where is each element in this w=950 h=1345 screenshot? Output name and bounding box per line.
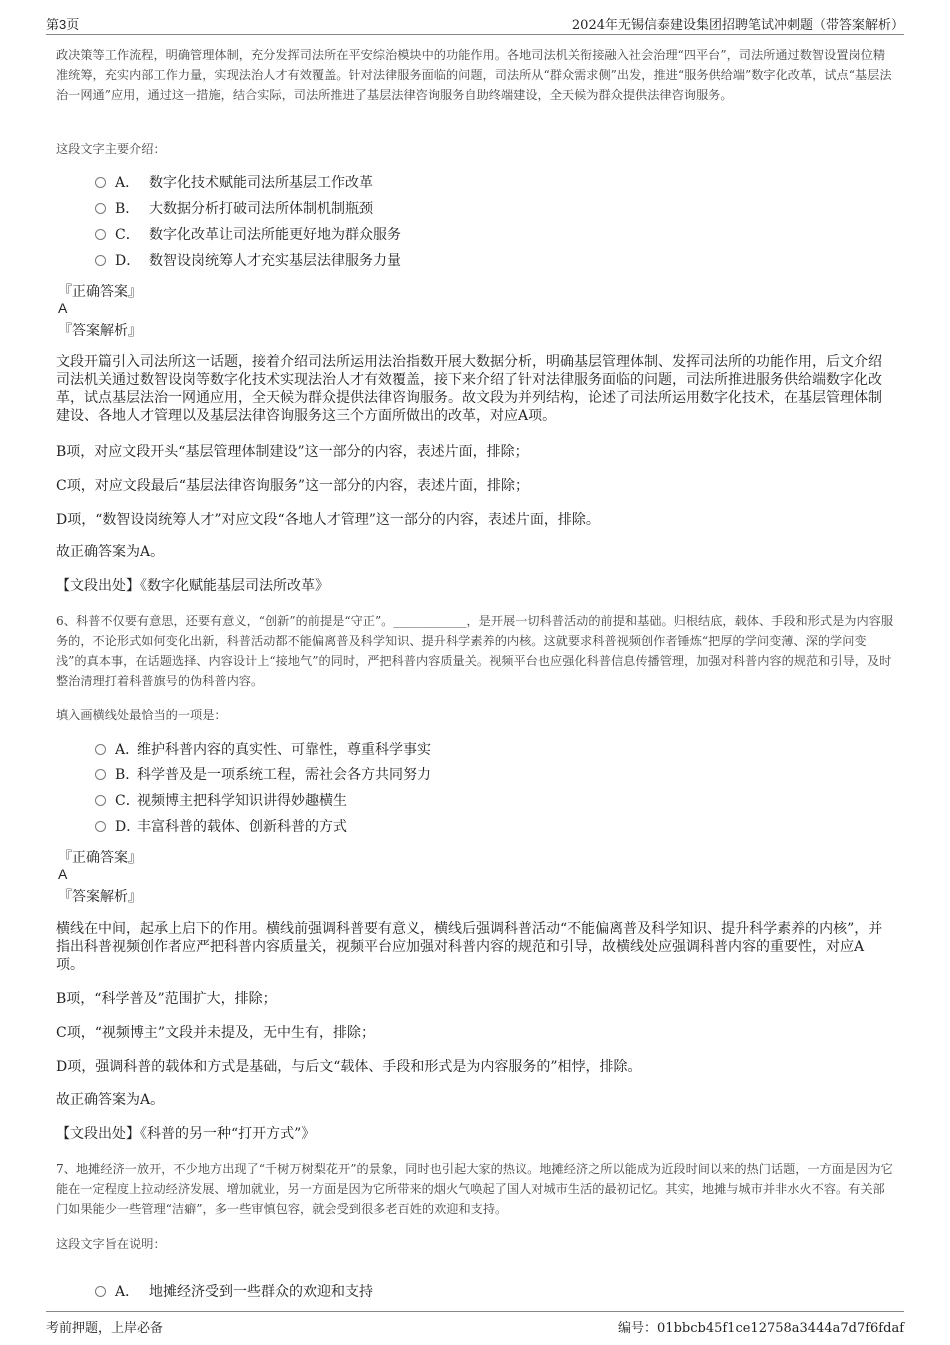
radio-icon[interactable] [95, 203, 106, 214]
q6-stem: 填入画横线处最恰当的一项是： [56, 708, 227, 722]
q6-option-a[interactable]: A．维护科普内容的真实性、可靠性，尊重科学事实 [95, 740, 431, 760]
q6-passage: 6、科普不仅要有意思，还要有意义，“创新”的前提是“守正”。____________，是开展一切科普活动的前提和基础。归根结底，载体、手段和形式是为内容服务的，不论形式如何变化出新，科普活动都不能偏离普及科学知识、提升科学素养的内核。这就要求科普视频创作者锤炼“把厚的学问变薄、深的学问变浅”的真本事，在话题选择、内容设计上“接地气”的同时，严把科普内容质量关。视频平台也应强化科普信息传播管理，加强对科普内容的规范和引导，及时整治清理打着科普旗号的伪科普内容。 [56, 614, 894, 688]
q6-correct-answer: A [58, 866, 68, 882]
q6-source: 【文段出处】《科普的另一种“打开方式”》 [56, 1126, 316, 1142]
page-header [46, 10, 904, 35]
q5-analysis-c: C项，对应文段最后“基层法律咨询服务”这一部分的内容，表述片面，排除； [56, 478, 530, 494]
q6-correct-label: 『正确答案』 [58, 850, 142, 866]
q5-analysis-label: 『答案解析』 [58, 323, 142, 339]
page-number: 第3页 [46, 17, 80, 32]
q5-source: 【文段出处】《数字化赋能基层司法所改革》 [56, 578, 329, 594]
q5-analysis-b: B项，对应文段开头“基层管理体制建设”这一部分的内容，表述片面，排除； [56, 444, 529, 460]
radio-icon[interactable] [95, 795, 106, 806]
q7-passage: 7、地摊经济一放开，不少地方出现了“千树万树梨花开”的景象，同时也引起大家的热议。地摊经济之所以能成为近段时间以来的热门话题，一方面是因为它能在一定程度上拉动经济发展、增加就业，另一方面是因为它所带来的烟火气唤起了国人对城市生活的最初记忆。其实，地摊与城市并非水火不容。有关部门如果能少一些管理“洁癖”，多一些审慎包容，就会受到很多老百姓的欢迎和支持。 [56, 1162, 893, 1216]
q6-analysis-c: C项，“视频博主”文段并未提及，无中生有，排除； [56, 1025, 376, 1041]
q6-option-c[interactable]: C．视频博主把科学知识讲得妙趣横生 [95, 791, 347, 811]
q5-conclusion: 故正确答案为A。 [56, 544, 165, 560]
q6-analysis-d: D项，强调科普的载体和方式是基础，与后文“载体、手段和形式是为内容服务的”相悖，排除。 [56, 1059, 642, 1075]
q5-option-d[interactable]: D． 数智设岗统筹人才充实基层法律服务力量 [95, 251, 401, 271]
q5-analysis-main: 文段开篇引入司法所这一话题，接着介绍司法所运用法治指数开展大数据分析，明确基层管理体制、发挥司法所的功能作用，后文介绍司法机关通过数智设岗等数字化技术实现法治人才有效覆盖，接下来介绍了针对法律服务面临的问题，司法所推进服务供给端数字化改革，试点基层法治一网通应用，全天候为群众提供法律咨询服务。故文段为并列结构，论述了司法所运用数字化技术，在基层管理体制建设、各地人才管理以及基层法律咨询服务这三个方面所做出的改革，对应A项。 [56, 354, 882, 424]
radio-icon[interactable] [95, 255, 106, 266]
radio-icon[interactable] [95, 1286, 106, 1297]
q7-stem: 这段文字旨在说明： [56, 1237, 166, 1251]
q7-option-a[interactable]: A． 地摊经济受到一些群众的欢迎和支持 [95, 1282, 373, 1302]
q5-option-a[interactable]: A． 数字化技术赋能司法所基层工作改革 [95, 173, 373, 193]
document-id: 编号：01bbcb45f1ce12758a3444a7d7f6fdaf [618, 1321, 904, 1336]
q5-passage: 政决策等工作流程，明确管理体制，充分发挥司法所在平安综治模块中的功能作用。各地司法机关衔接融入社会治理“四平台”，司法所通过数智设置岗位精准统筹，充实内部工作力量，实现法治人才有效覆盖。针对法律服务面临的问题，司法所从“群众需求侧”出发，推进“服务供给端”数字化改革，试点“基层法治一网通”应用，通过这一措施，结合实际，司法所推进了基层法律咨询服务自助终端建设，全天候为群众提供法律咨询服务。 [56, 48, 892, 102]
document-title: 2024年无锡信泰建设集团招聘笔试冲刺题（带答案解析） [571, 18, 904, 33]
radio-icon[interactable] [95, 744, 106, 755]
radio-icon[interactable] [95, 177, 106, 188]
q5-correct-answer: A [58, 300, 68, 316]
q5-stem: 这段文字主要介绍： [56, 142, 166, 156]
radio-icon[interactable] [95, 229, 106, 240]
q6-conclusion: 故正确答案为A。 [56, 1092, 165, 1108]
q6-analysis-main: 横线在中间，起承上启下的作用。横线前强调科普要有意义，横线后强调科普活动“不能偏离普及科学知识、提升科学素养的内核”，并指出科普视频创作者应严把科普内容质量关，视频平台应加强对科普内容的规范和引导，故横线处应强调科普内容的重要性，对应A项。 [56, 921, 883, 973]
q5-correct-label: 『正确答案』 [58, 284, 142, 300]
page-footer [46, 1311, 904, 1336]
radio-icon[interactable] [95, 769, 106, 780]
footer-slogan: 考前押题，上岸必备 [46, 1321, 164, 1336]
q6-option-d[interactable]: D．丰富科普的载体、创新科普的方式 [95, 817, 347, 837]
q6-analysis-label: 『答案解析』 [58, 889, 142, 905]
q6-option-b[interactable]: B．科学普及是一项系统工程，需社会各方共同努力 [95, 765, 431, 785]
q5-option-c[interactable]: C． 数字化改革让司法所能更好地为群众服务 [95, 225, 401, 245]
q5-option-b[interactable]: B． 大数据分析打破司法所体制机制瓶颈 [95, 199, 373, 219]
radio-icon[interactable] [95, 821, 106, 832]
q6-analysis-b: B项，“科学普及”范围扩大，排除； [56, 991, 277, 1007]
q5-analysis-d: D项，“数智设岗统筹人才”对应文段“各地人才管理”这一部分的内容，表述片面，排除。 [56, 512, 600, 528]
